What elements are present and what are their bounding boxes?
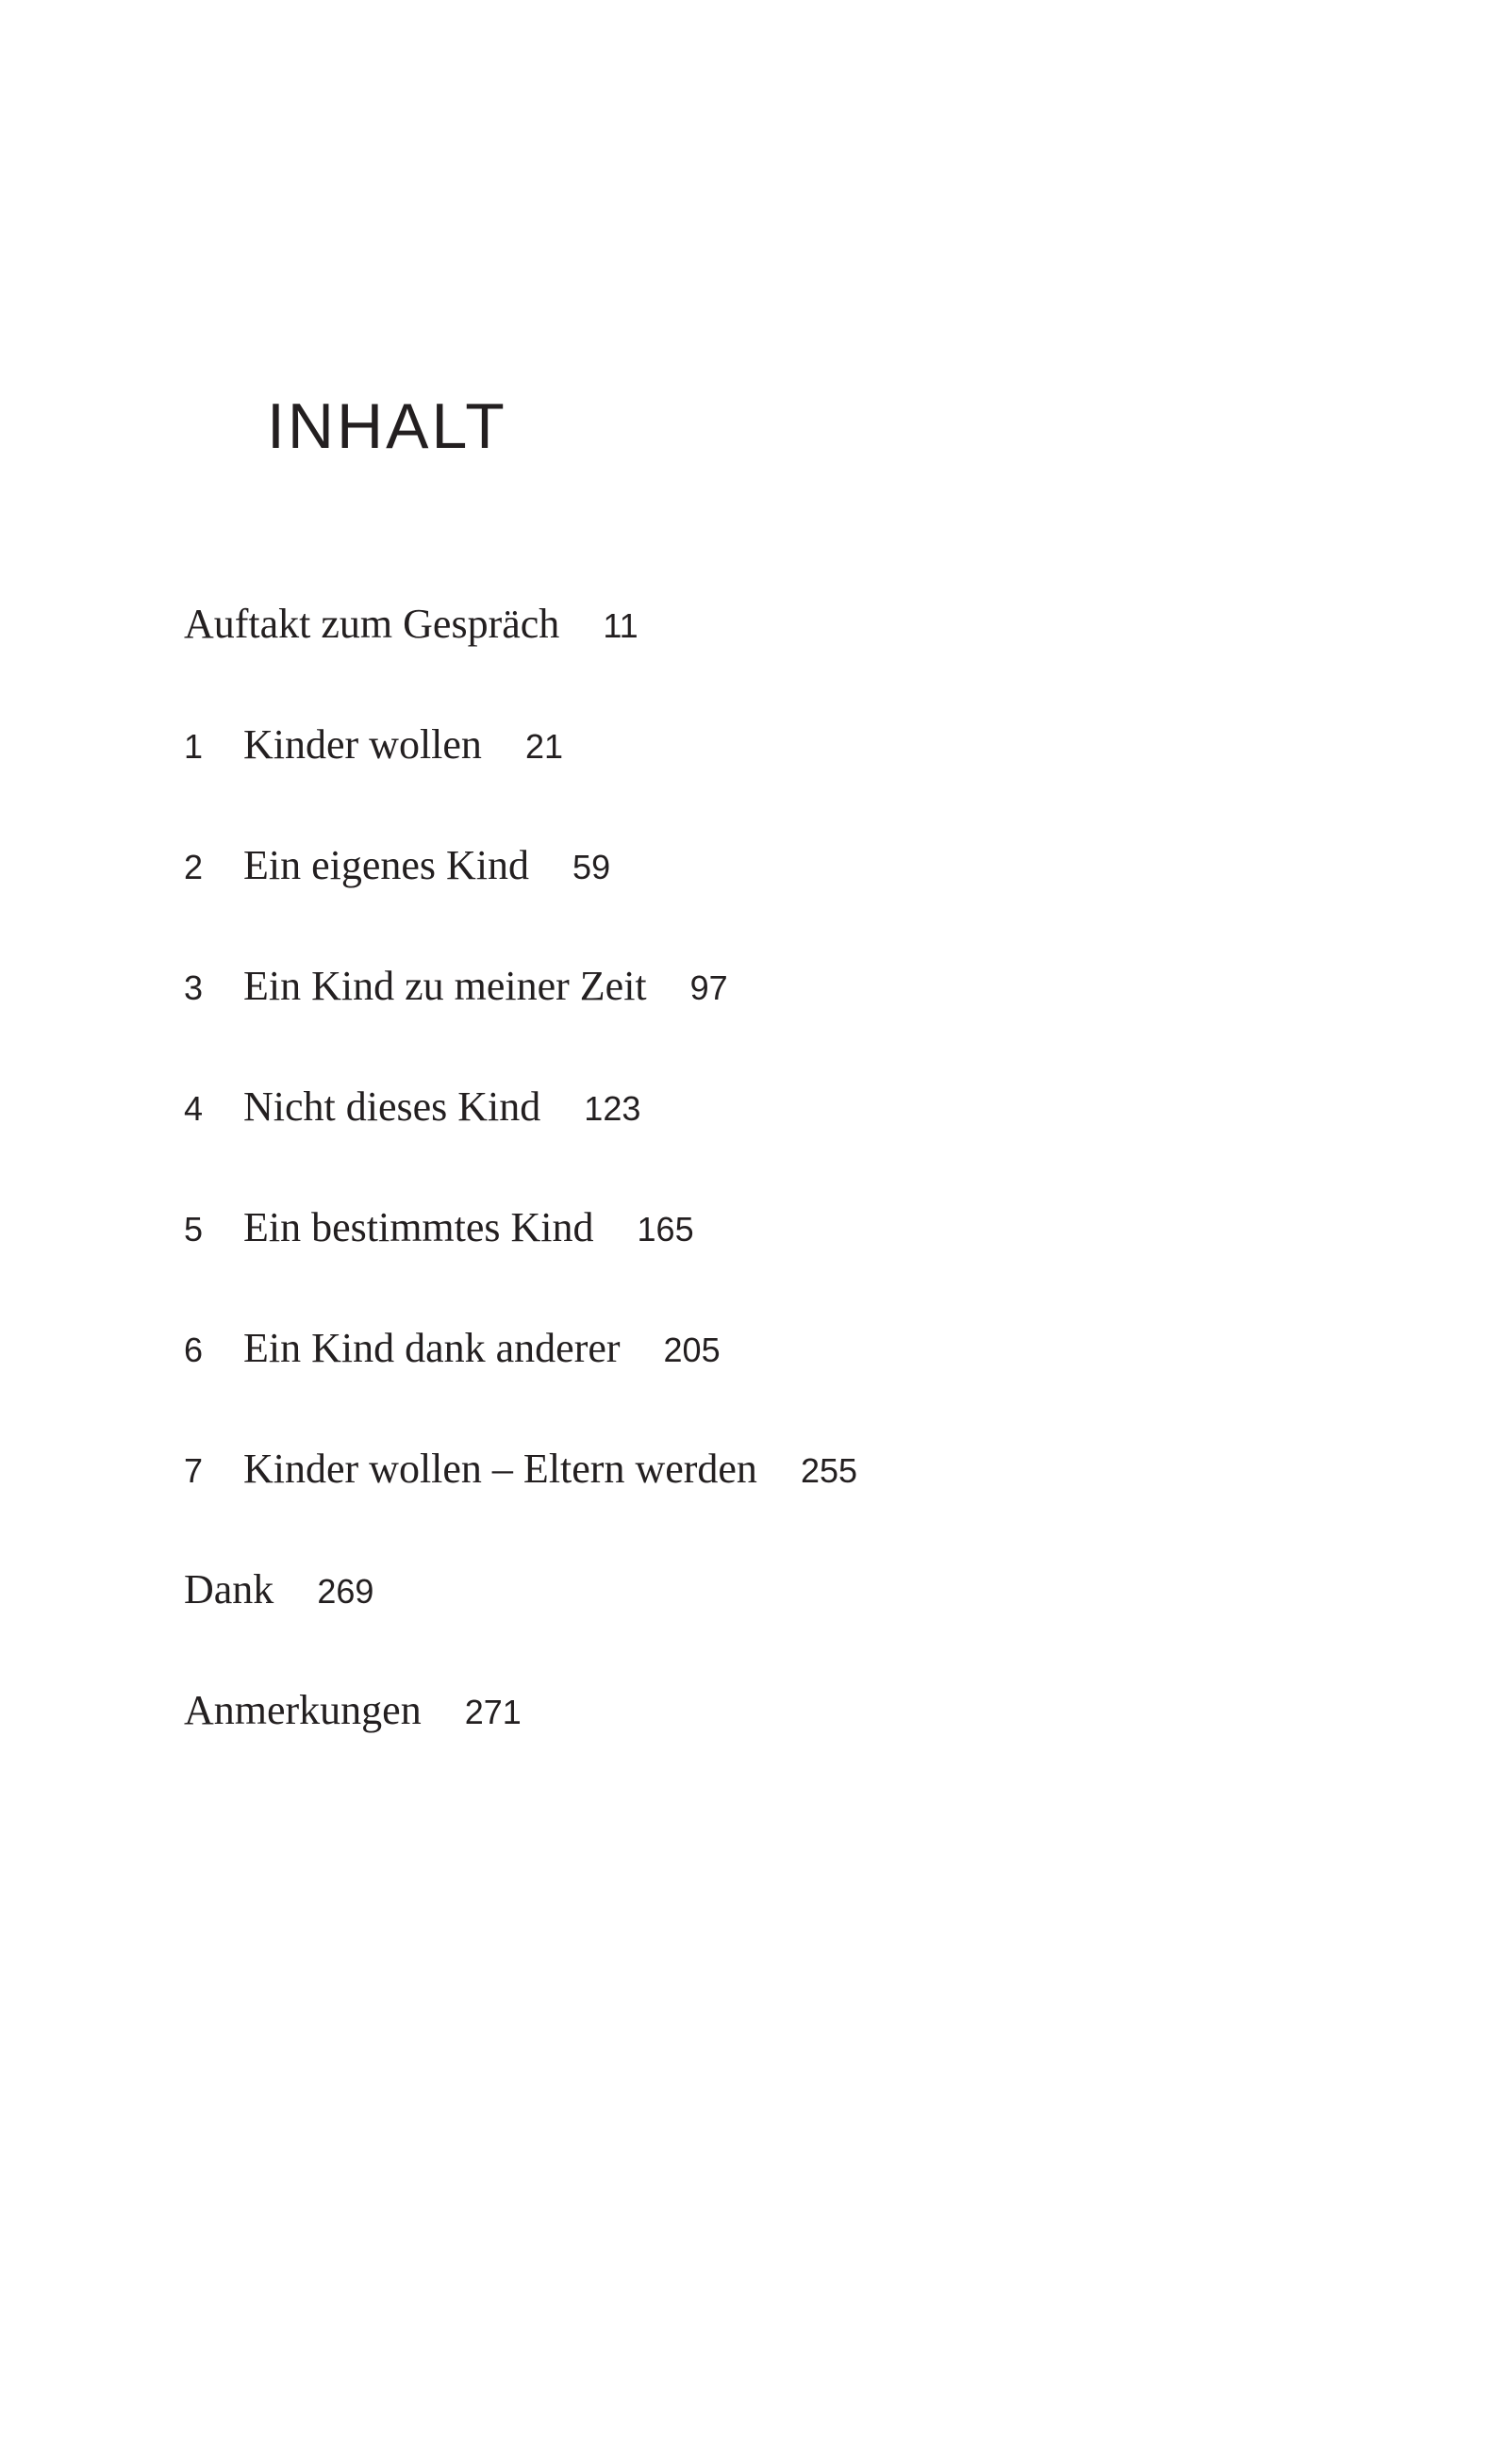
toc-entry-chapter-4 <box>184 1083 857 1203</box>
toc-entry-page: 255 <box>800 1451 858 1490</box>
toc-entry-page: 59 <box>572 848 611 886</box>
toc-entry-number: 1 <box>184 727 204 766</box>
toc-entry-title: Nicht dieses Kind <box>243 1083 541 1130</box>
toc-entry-page: 21 <box>524 727 563 766</box>
toc-entry-chapter-6 <box>184 1324 857 1445</box>
toc-entry-number: 7 <box>184 1451 204 1490</box>
table-of-contents <box>184 600 857 1807</box>
toc-entry-title: Auftakt zum Gespräch <box>184 601 560 647</box>
toc-entry-number: 4 <box>184 1089 204 1128</box>
toc-entry-page: 123 <box>584 1089 641 1128</box>
toc-entry-title: Ein Kind dank anderer <box>243 1325 621 1371</box>
toc-entry-title: Ein bestimmtes Kind <box>243 1204 594 1250</box>
toc-entry-chapter-2 <box>184 841 857 962</box>
toc-entry-title: Ein eigenes Kind <box>243 842 530 888</box>
toc-entry-chapter-7 <box>184 1445 857 1565</box>
toc-entry-title: Ein Kind zu meiner Zeit <box>243 963 647 1009</box>
toc-heading: INHALT <box>267 390 507 462</box>
toc-entry-chapter-3 <box>184 962 857 1083</box>
toc-entry-page: 97 <box>689 968 728 1007</box>
toc-entry-number: 5 <box>184 1210 204 1249</box>
toc-entry-thanks <box>184 1565 857 1686</box>
toc-entry-chapter-5 <box>184 1203 857 1324</box>
toc-entry-title: Kinder wollen – Eltern werden <box>243 1446 757 1492</box>
toc-entry-page: 205 <box>663 1331 721 1369</box>
toc-entry-page: 11 <box>603 606 638 645</box>
toc-entry-page: 269 <box>317 1572 374 1611</box>
toc-entry-number: 6 <box>184 1331 204 1369</box>
toc-entry-prelude <box>184 600 857 720</box>
toc-entry-page: 165 <box>637 1210 694 1249</box>
toc-entry-number: 2 <box>184 848 204 886</box>
toc-entry-chapter-1 <box>184 720 857 841</box>
toc-entry-page: 271 <box>464 1693 522 1731</box>
toc-entry-title: Kinder wollen <box>243 721 482 768</box>
toc-entry-title: Anmerkungen <box>184 1687 422 1733</box>
toc-entry-notes <box>184 1686 857 1807</box>
toc-entry-number: 3 <box>184 968 204 1007</box>
toc-entry-title: Dank <box>184 1566 274 1612</box>
